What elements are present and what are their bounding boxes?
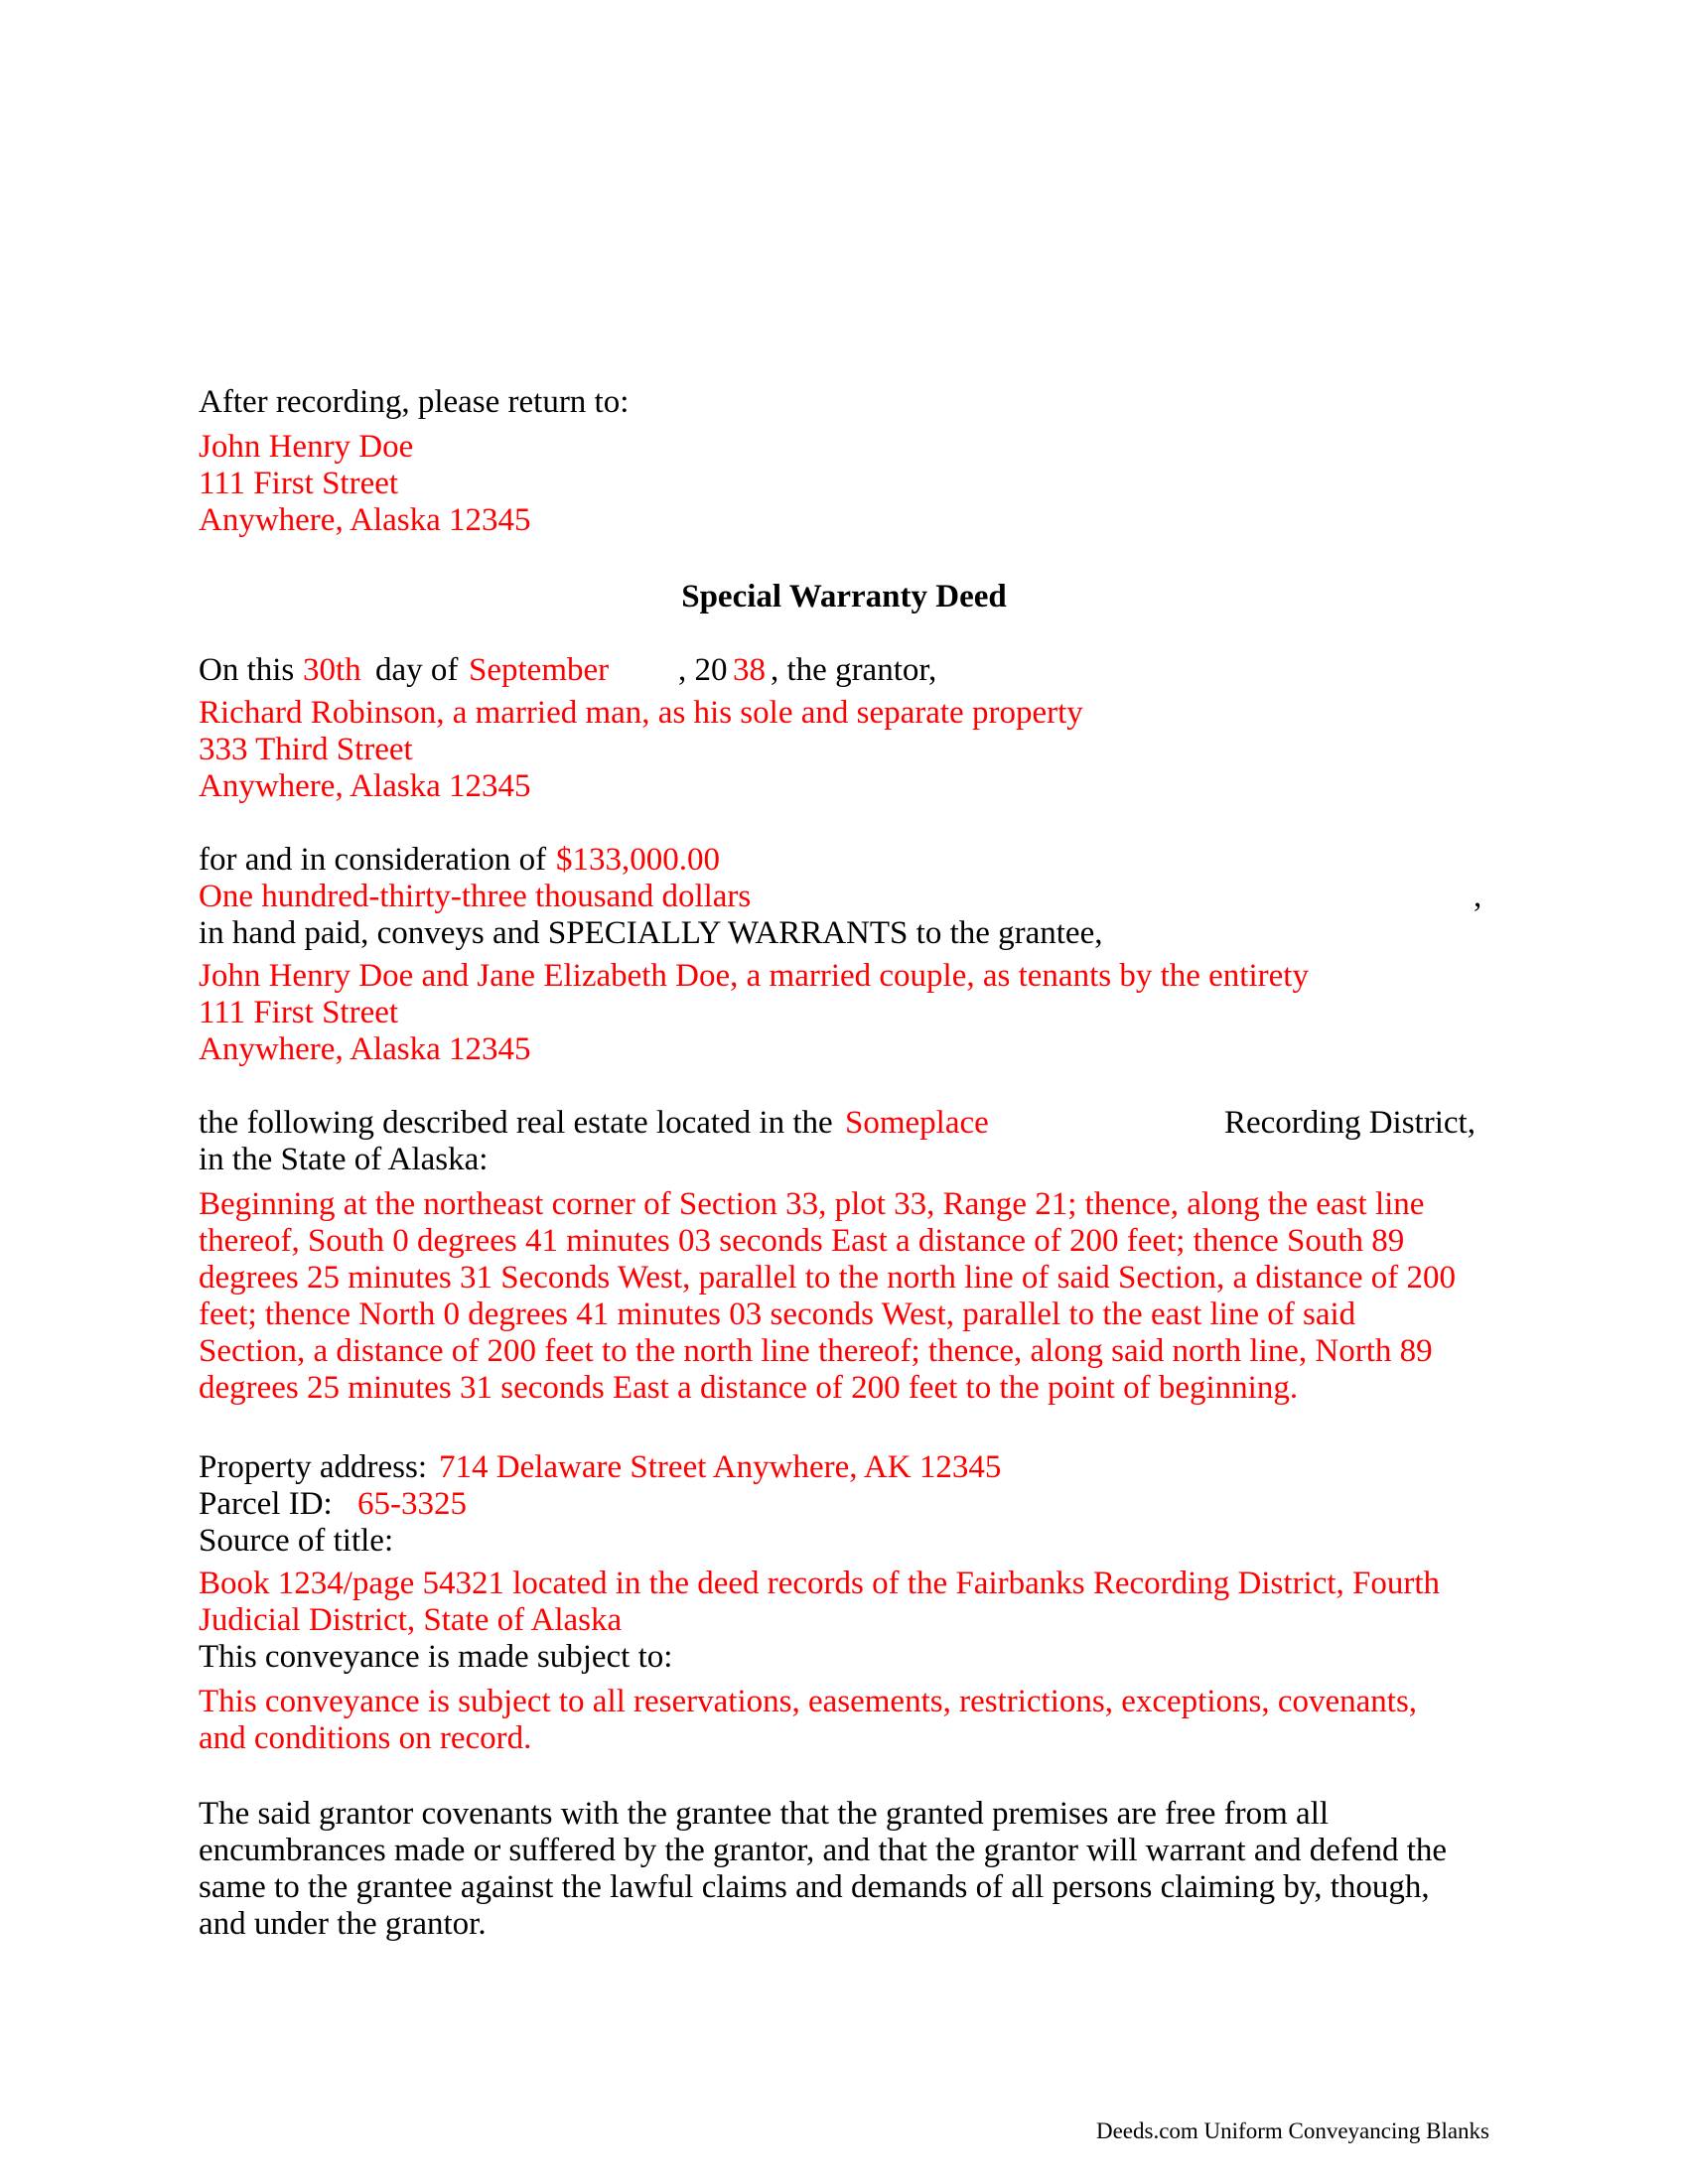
consideration-amount: $133,000.00 (556, 842, 720, 878)
subject-to-label: This conveyance is made subject to: (199, 1639, 673, 1675)
parcel-id-label: Parcel ID: (199, 1486, 333, 1522)
legal-line: degrees 25 minutes 31 seconds East a distance of 200 feet to the point of beginning. (199, 1370, 1299, 1406)
return-to-name: John Henry Doe (199, 429, 414, 465)
covenant-line: The said grantor covenants with the grantee that the granted premises are free from all (199, 1796, 1330, 1832)
source-of-title-label: Source of title: (199, 1523, 394, 1559)
consideration-words: One hundred-thirty-three thousand dollars (199, 879, 752, 914)
location-prefix: the following described real estate located in the (199, 1105, 833, 1141)
legal-line: Beginning at the northeast corner of Section 33, plot 33, Range 21; thence, along the east line (199, 1186, 1425, 1222)
subject-line: and conditions on record. (199, 1720, 532, 1756)
covenant-line: and under the grantor. (199, 1906, 487, 1942)
source-line: Judicial District, State of Alaska (199, 1602, 623, 1638)
source-of-title (199, 1566, 1489, 1639)
consideration-prefix: for and in consideration of (199, 842, 547, 878)
legal-line: Section, a distance of 200 feet to the north line thereof; thence, along said north line, North 89 (199, 1333, 1433, 1369)
document-title: Special Warranty Deed (681, 579, 1007, 614)
grantor-block (199, 695, 1489, 805)
property-address: 714 Delaware Street Anywhere, AK 12345 (439, 1449, 1002, 1485)
date-tail: , the grantor, (771, 652, 937, 688)
legal-line: degrees 25 minutes 31 Seconds West, parallel to the north line of said Section, a distance of 200 (199, 1260, 1457, 1296)
grantor-city: Anywhere, Alaska 12345 (199, 768, 531, 804)
return-to-block (199, 384, 1489, 421)
grantee-street: 111 First Street (199, 995, 399, 1030)
date-day: 30th (303, 652, 361, 688)
property-address-label: Property address: (199, 1449, 428, 1485)
date-prefix: On this (199, 652, 295, 688)
grantee-name: John Henry Doe and Jane Elizabeth Doe, a married couple, as tenants by the entirety (199, 958, 1309, 994)
recording-district: Someplace (845, 1105, 989, 1141)
date-day-of: day of (375, 652, 459, 688)
date-year-suffix: 38 (733, 652, 766, 688)
date-line (199, 652, 294, 689)
return-to-heading: After recording, please return to: (199, 384, 630, 420)
grantor-street: 333 Third Street (199, 732, 413, 767)
conveys-line: in hand paid, conveys and SPECIALLY WARRANTS to the grantee, (199, 915, 1103, 951)
state-line: in the State of Alaska: (199, 1142, 489, 1177)
date-month: September (469, 652, 610, 688)
grantee-city: Anywhere, Alaska 12345 (199, 1031, 531, 1067)
legal-line: thereof, South 0 degrees 41 minutes 03 seconds East a distance of 200 feet; thence South 89 (199, 1223, 1405, 1259)
legal-description (199, 1186, 1489, 1407)
return-to-city: Anywhere, Alaska 12345 (199, 502, 531, 538)
subject-to (199, 1684, 1489, 1757)
covenant-paragraph (199, 1796, 1489, 1943)
grantor-name: Richard Robinson, a married man, as his sole and separate property (199, 695, 1083, 731)
return-to-address (199, 429, 1489, 539)
source-line: Book 1234/page 54321 located in the deed records of the Fairbanks Recording District, Fourth (199, 1566, 1441, 1601)
date-year-prefix: , 20 (678, 652, 728, 688)
return-to-street: 111 First Street (199, 466, 399, 501)
covenant-line: encumbrances made or suffered by the grantor, and that the grantor will warrant and defend the (199, 1833, 1448, 1868)
grantee-block (199, 958, 1489, 1068)
page-footer: Deeds.com Uniform Conveyancing Blanks (1095, 2118, 1489, 2143)
parcel-id: 65-3325 (357, 1486, 467, 1522)
location-suffix: Recording District, (1224, 1105, 1476, 1141)
covenant-line: same to the grantee against the lawful claims and demands of all persons claiming by, though, (199, 1869, 1430, 1905)
consideration-comma: , (1474, 879, 1482, 914)
subject-line: This conveyance is subject to all reservations, easements, restrictions, exceptions, covenants, (199, 1684, 1418, 1719)
legal-line: feet; thence North 0 degrees 41 minutes 03 seconds West, parallel to the east line of said (199, 1297, 1356, 1332)
